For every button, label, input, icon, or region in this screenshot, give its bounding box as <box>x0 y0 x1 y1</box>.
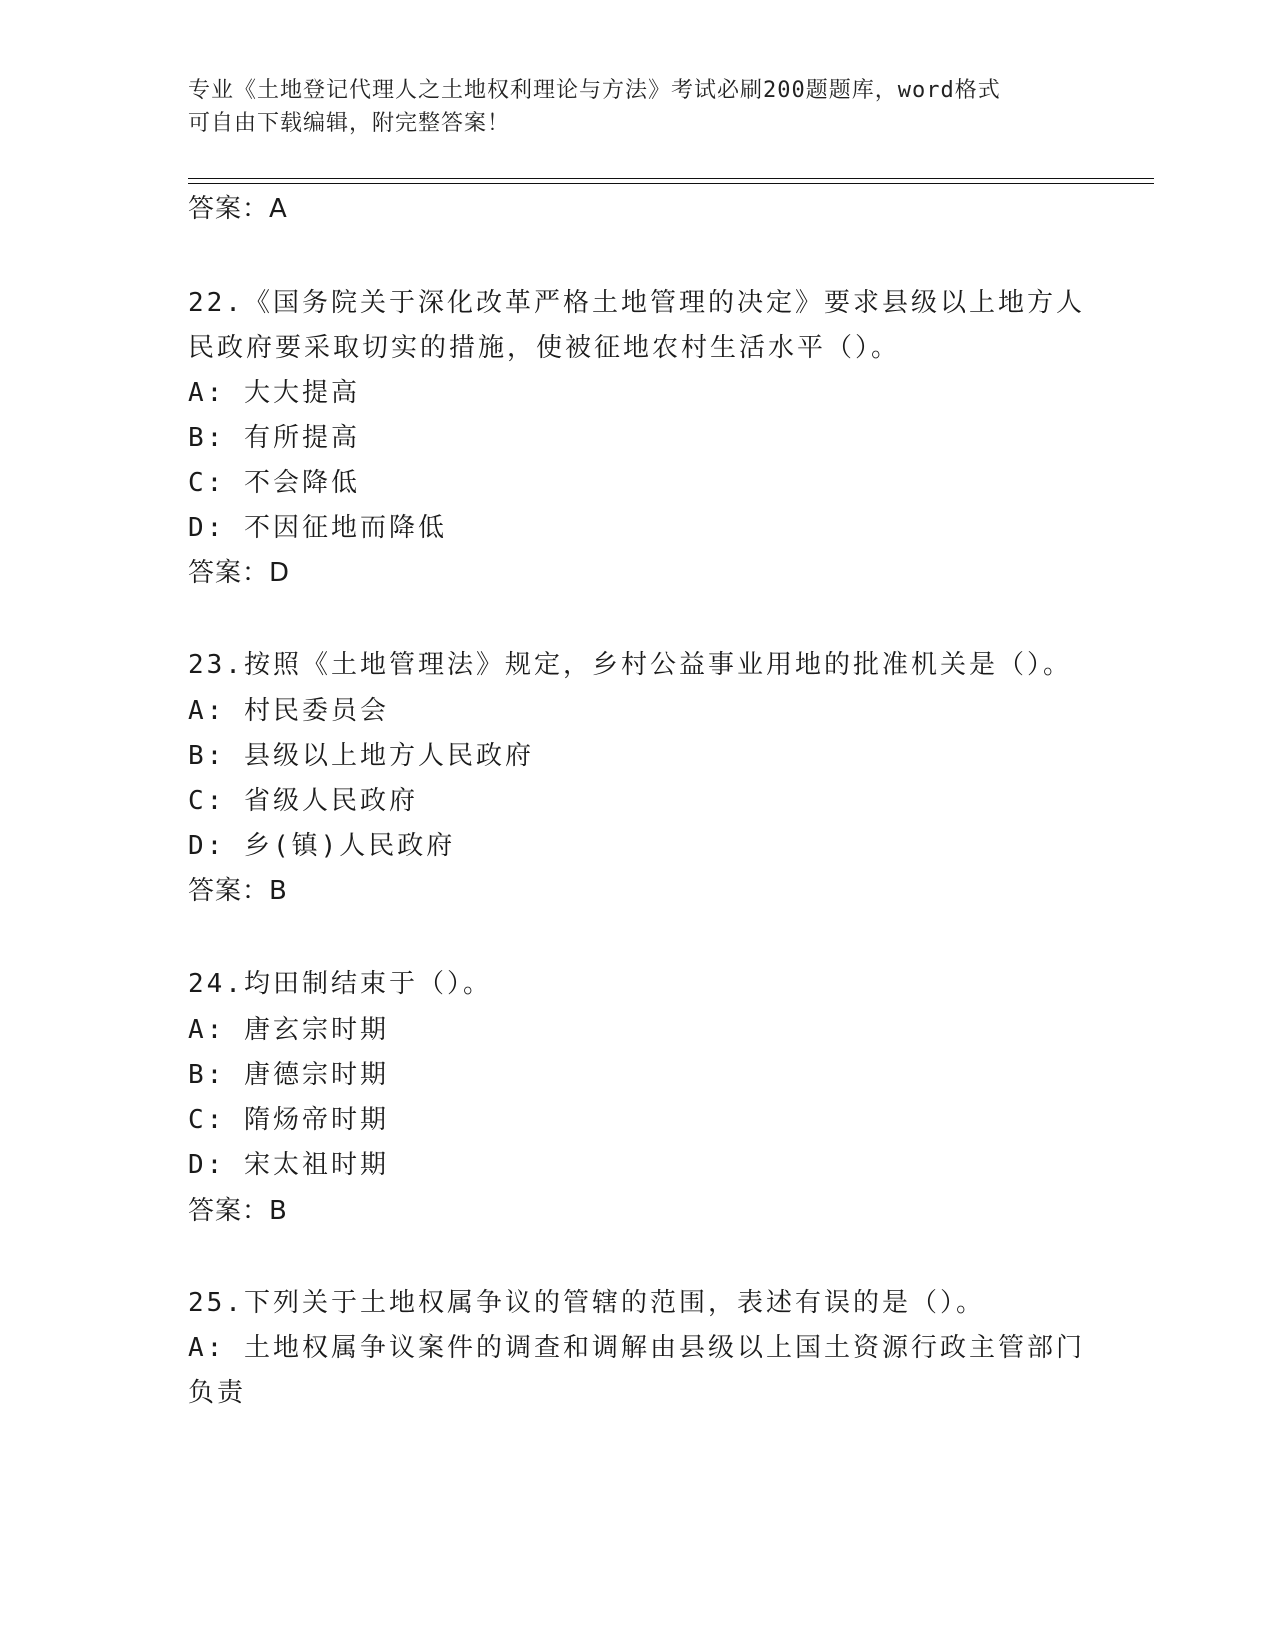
q22-option-b: B: 有所提高 <box>188 423 360 453</box>
header-double-rule <box>188 178 1154 184</box>
q22-stem-line-1: 22.《国务院关于深化改革严格土地管理的决定》要求县级以上地方人 <box>188 288 1085 318</box>
q22-option-a: A: 大大提高 <box>188 378 360 408</box>
q23-stem-line-1: 23.按照《土地管理法》规定，乡村公益事业用地的批准机关是（）。 <box>188 650 1072 680</box>
header-line-2: 可自由下载编辑，附完整答案！ <box>188 111 511 136</box>
q24-option-d: D: 宋太祖时期 <box>188 1150 389 1180</box>
q23-option-b: B: 县级以上地方人民政府 <box>188 741 534 771</box>
answer-21: 答案：A <box>188 194 288 224</box>
q24-answer: 答案：B <box>188 1196 288 1226</box>
q23-answer: 答案：B <box>188 876 288 906</box>
q23-option-a: A: 村民委员会 <box>188 696 389 726</box>
q25-option-a-line-2: 负责 <box>188 1378 247 1408</box>
q24-option-c: C: 隋炀帝时期 <box>188 1105 389 1135</box>
q24-stem-line-1: 24.均田制结束于（）。 <box>188 969 492 999</box>
q22-option-d: D: 不因征地而降低 <box>188 513 447 543</box>
q22-answer: 答案：D <box>188 558 291 588</box>
q24-option-b: B: 唐德宗时期 <box>188 1060 389 1090</box>
q23-option-d: D: 乡(镇)人民政府 <box>188 831 456 861</box>
q24-option-a: A: 唐玄宗时期 <box>188 1015 389 1045</box>
q22-stem-line-2: 民政府要采取切实的措施，使被征地农村生活水平（）。 <box>188 333 901 363</box>
q25-stem-line-1: 25.下列关于土地权属争议的管辖的范围，表述有误的是（）。 <box>188 1288 985 1318</box>
q23-option-c: C: 省级人民政府 <box>188 786 418 816</box>
q22-option-c: C: 不会降低 <box>188 468 360 498</box>
q25-option-a-line-1: A: 土地权属争议案件的调查和调解由县级以上国土资源行政主管部门 <box>188 1333 1085 1363</box>
header-line-1: 专业《土地登记代理人之土地权利理论与方法》考试必刷200题题库，word格式 <box>188 78 1001 103</box>
page-header <box>188 74 1068 140</box>
